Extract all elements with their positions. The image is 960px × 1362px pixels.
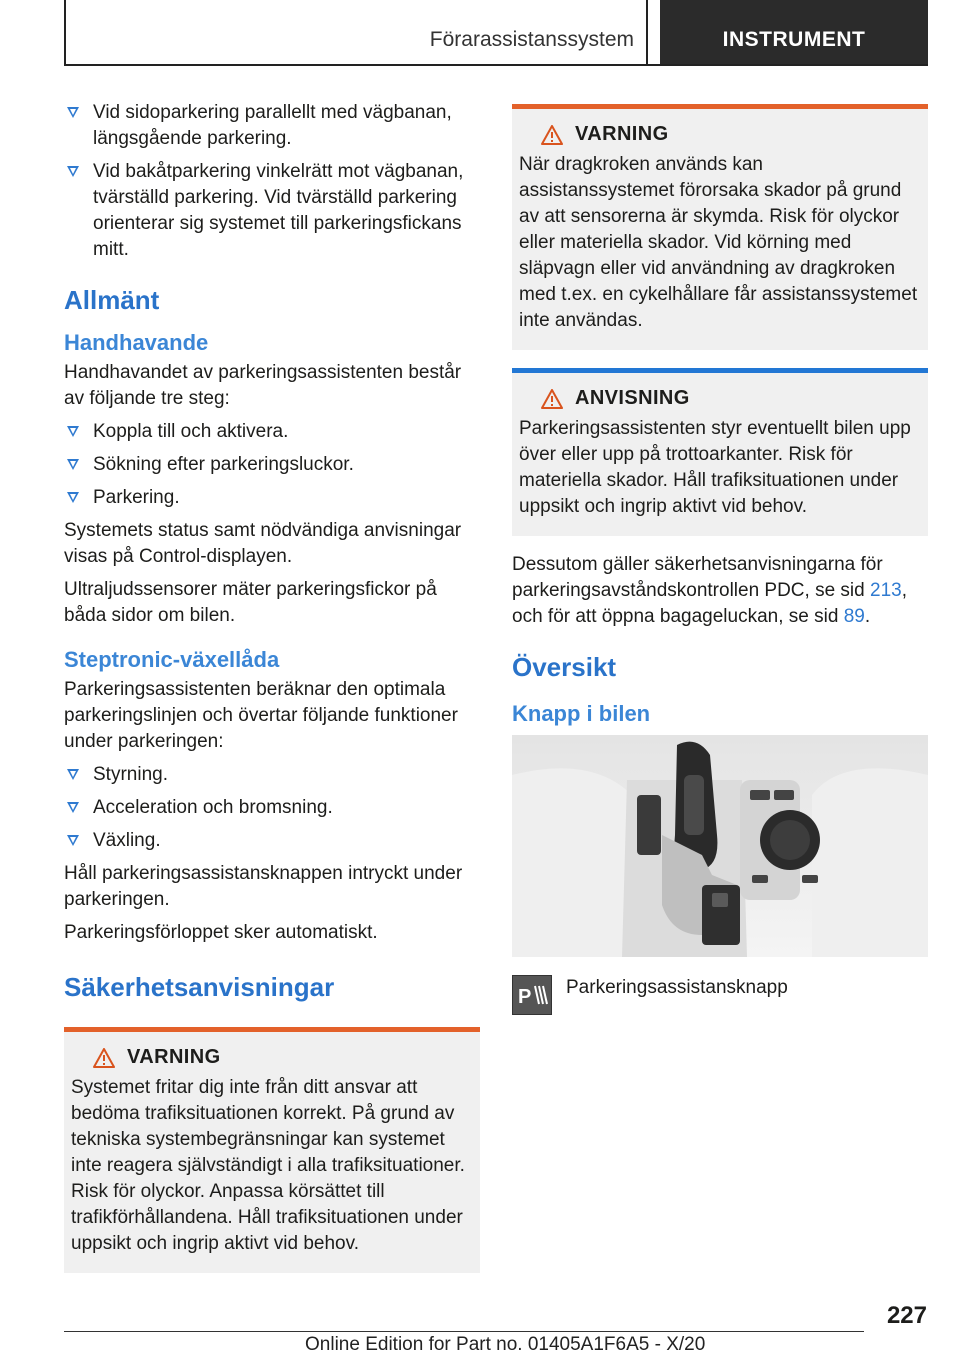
list-item: Styrning. <box>64 762 480 788</box>
warning-box <box>64 1027 480 1273</box>
paragraph-steptronic: Parkeringsassistenten beräknar den optimala parkeringslinjen och övertar följande funktioner under parkeringen: <box>64 679 458 752</box>
intro-bullet-list <box>64 100 480 263</box>
list-item: Acceleration och bromsning. <box>64 795 480 821</box>
triangle-bullet-icon <box>67 166 79 177</box>
heading-steptronic: Steptronic-växellåda <box>64 647 280 672</box>
heading-oversikt: Översikt <box>512 652 617 682</box>
footer-edition: Online Edition for Part no. 01405A1F6A5 - X/20 <box>305 1334 706 1355</box>
steps-list <box>64 419 480 511</box>
center-console-photo <box>512 735 928 957</box>
triangle-bullet-icon <box>67 426 79 437</box>
note-box <box>512 368 928 536</box>
header-rule <box>64 64 928 66</box>
heading-handhavande: Handhavande <box>64 330 209 355</box>
header-chapter-tab <box>660 0 928 66</box>
paragraph-ultrasound: Ultraljudssensorer mäter parkeringsfickor på båda sidor om bilen. <box>64 579 437 626</box>
list-item: Sökning efter parkeringsluckor. <box>64 452 480 478</box>
caption-text: Parkeringsassistansknapp <box>566 977 788 998</box>
left-column <box>64 100 480 1289</box>
heading-safety: Säkerhetsanvisningar <box>64 972 335 1002</box>
triangle-bullet-icon <box>67 769 79 780</box>
note-triangle-icon <box>541 389 563 409</box>
triangle-bullet-icon <box>67 107 79 118</box>
triangle-bullet-icon <box>67 835 79 846</box>
page-number: 227 <box>886 1302 927 1329</box>
center-console-illustration <box>512 735 928 957</box>
warning-title: VARNING <box>71 1046 474 1069</box>
warning-triangle-icon <box>541 125 563 145</box>
paragraph-handhavande: Handhavandet av parkeringsassistenten består av följande tre steg: <box>64 362 462 409</box>
header-chapter-title: INSTRUMENT <box>722 28 866 51</box>
list-item: Vid sidoparkering parallellt med vägbanan, längsgående parkering. <box>64 100 480 152</box>
triangle-bullet-icon <box>67 802 79 813</box>
warning-title: VARNING <box>519 123 922 146</box>
warning-triangle-icon <box>93 1048 115 1068</box>
header-section-tab <box>64 0 648 66</box>
list-item: Vid bakåtparkering vinkelrätt mot vägbanan, tvärställd parkering. Vid tvärställd parkering orienterar sig systemet till parkeringsfickans mitt. <box>64 159 480 263</box>
note-text: Parkeringsassistenten styr eventuellt bilen upp över eller upp på trottoarkanter. Risk för materiella skador. Håll trafiksituationen under uppsikt och ingrip aktivt vid behov. <box>519 418 911 517</box>
heading-allmant: Allmänt <box>64 285 160 315</box>
paragraph-hold-button: Håll parkeringsassistansknappen intryckt under parkeringen. <box>64 863 463 910</box>
paragraph-status: Systemets status samt nödvändiga anvisningar visas på Control-displayen. <box>64 520 462 567</box>
header-section-title: Förarassistanssystem <box>429 28 634 51</box>
warning-text: När dragkroken används kan assistanssystemet förorsaka skador på grund av att sensorerna är skymda. Risk för olyckor eller materiella skador. Vid körning med släpvagn eller vid användning av dragkroken med t.ex. en cykelhållare får assistanssystemet inte användas. <box>519 154 918 331</box>
list-item: Parkering. <box>64 485 480 511</box>
triangle-bullet-icon <box>67 459 79 470</box>
warning-box <box>512 104 928 350</box>
page-reference-link[interactable]: 213 <box>870 580 902 601</box>
page-reference-link[interactable]: 89 <box>843 606 865 627</box>
parking-assistant-button-icon <box>512 975 552 1015</box>
functions-list <box>64 762 480 854</box>
paragraph-automatic: Parkeringsförloppet sker automatiskt. <box>64 922 378 943</box>
svg-text:P: P <box>518 986 532 1008</box>
heading-knapp: Knapp i bilen <box>512 701 651 726</box>
list-item: Koppla till och aktivera. <box>64 419 480 445</box>
footer-rule <box>64 1331 864 1332</box>
paragraph-also-applies: Dessutom gäller säkerhetsanvisningarna för parkeringsavståndskontrollen PDC, se sid 213, och för att öppna bagageluckan, se sid 89. <box>512 554 907 627</box>
note-title: ANVISNING <box>519 387 922 410</box>
triangle-bullet-icon <box>67 492 79 503</box>
right-column <box>512 100 928 1015</box>
figure-caption <box>512 975 928 1015</box>
list-item: Växling. <box>64 828 480 854</box>
warning-text: Systemet fritar dig inte från ditt ansvar att bedöma trafiksituationen korrekt. På grund av tekniska systembegränsningar kan systemet inte reagera självständigt i alla trafiksituationer. Risk för olyckor. Anpassa körsättet till trafikförhållandena. Håll trafiksituationen under uppsikt och ingrip aktivt vid behov. <box>71 1077 465 1254</box>
